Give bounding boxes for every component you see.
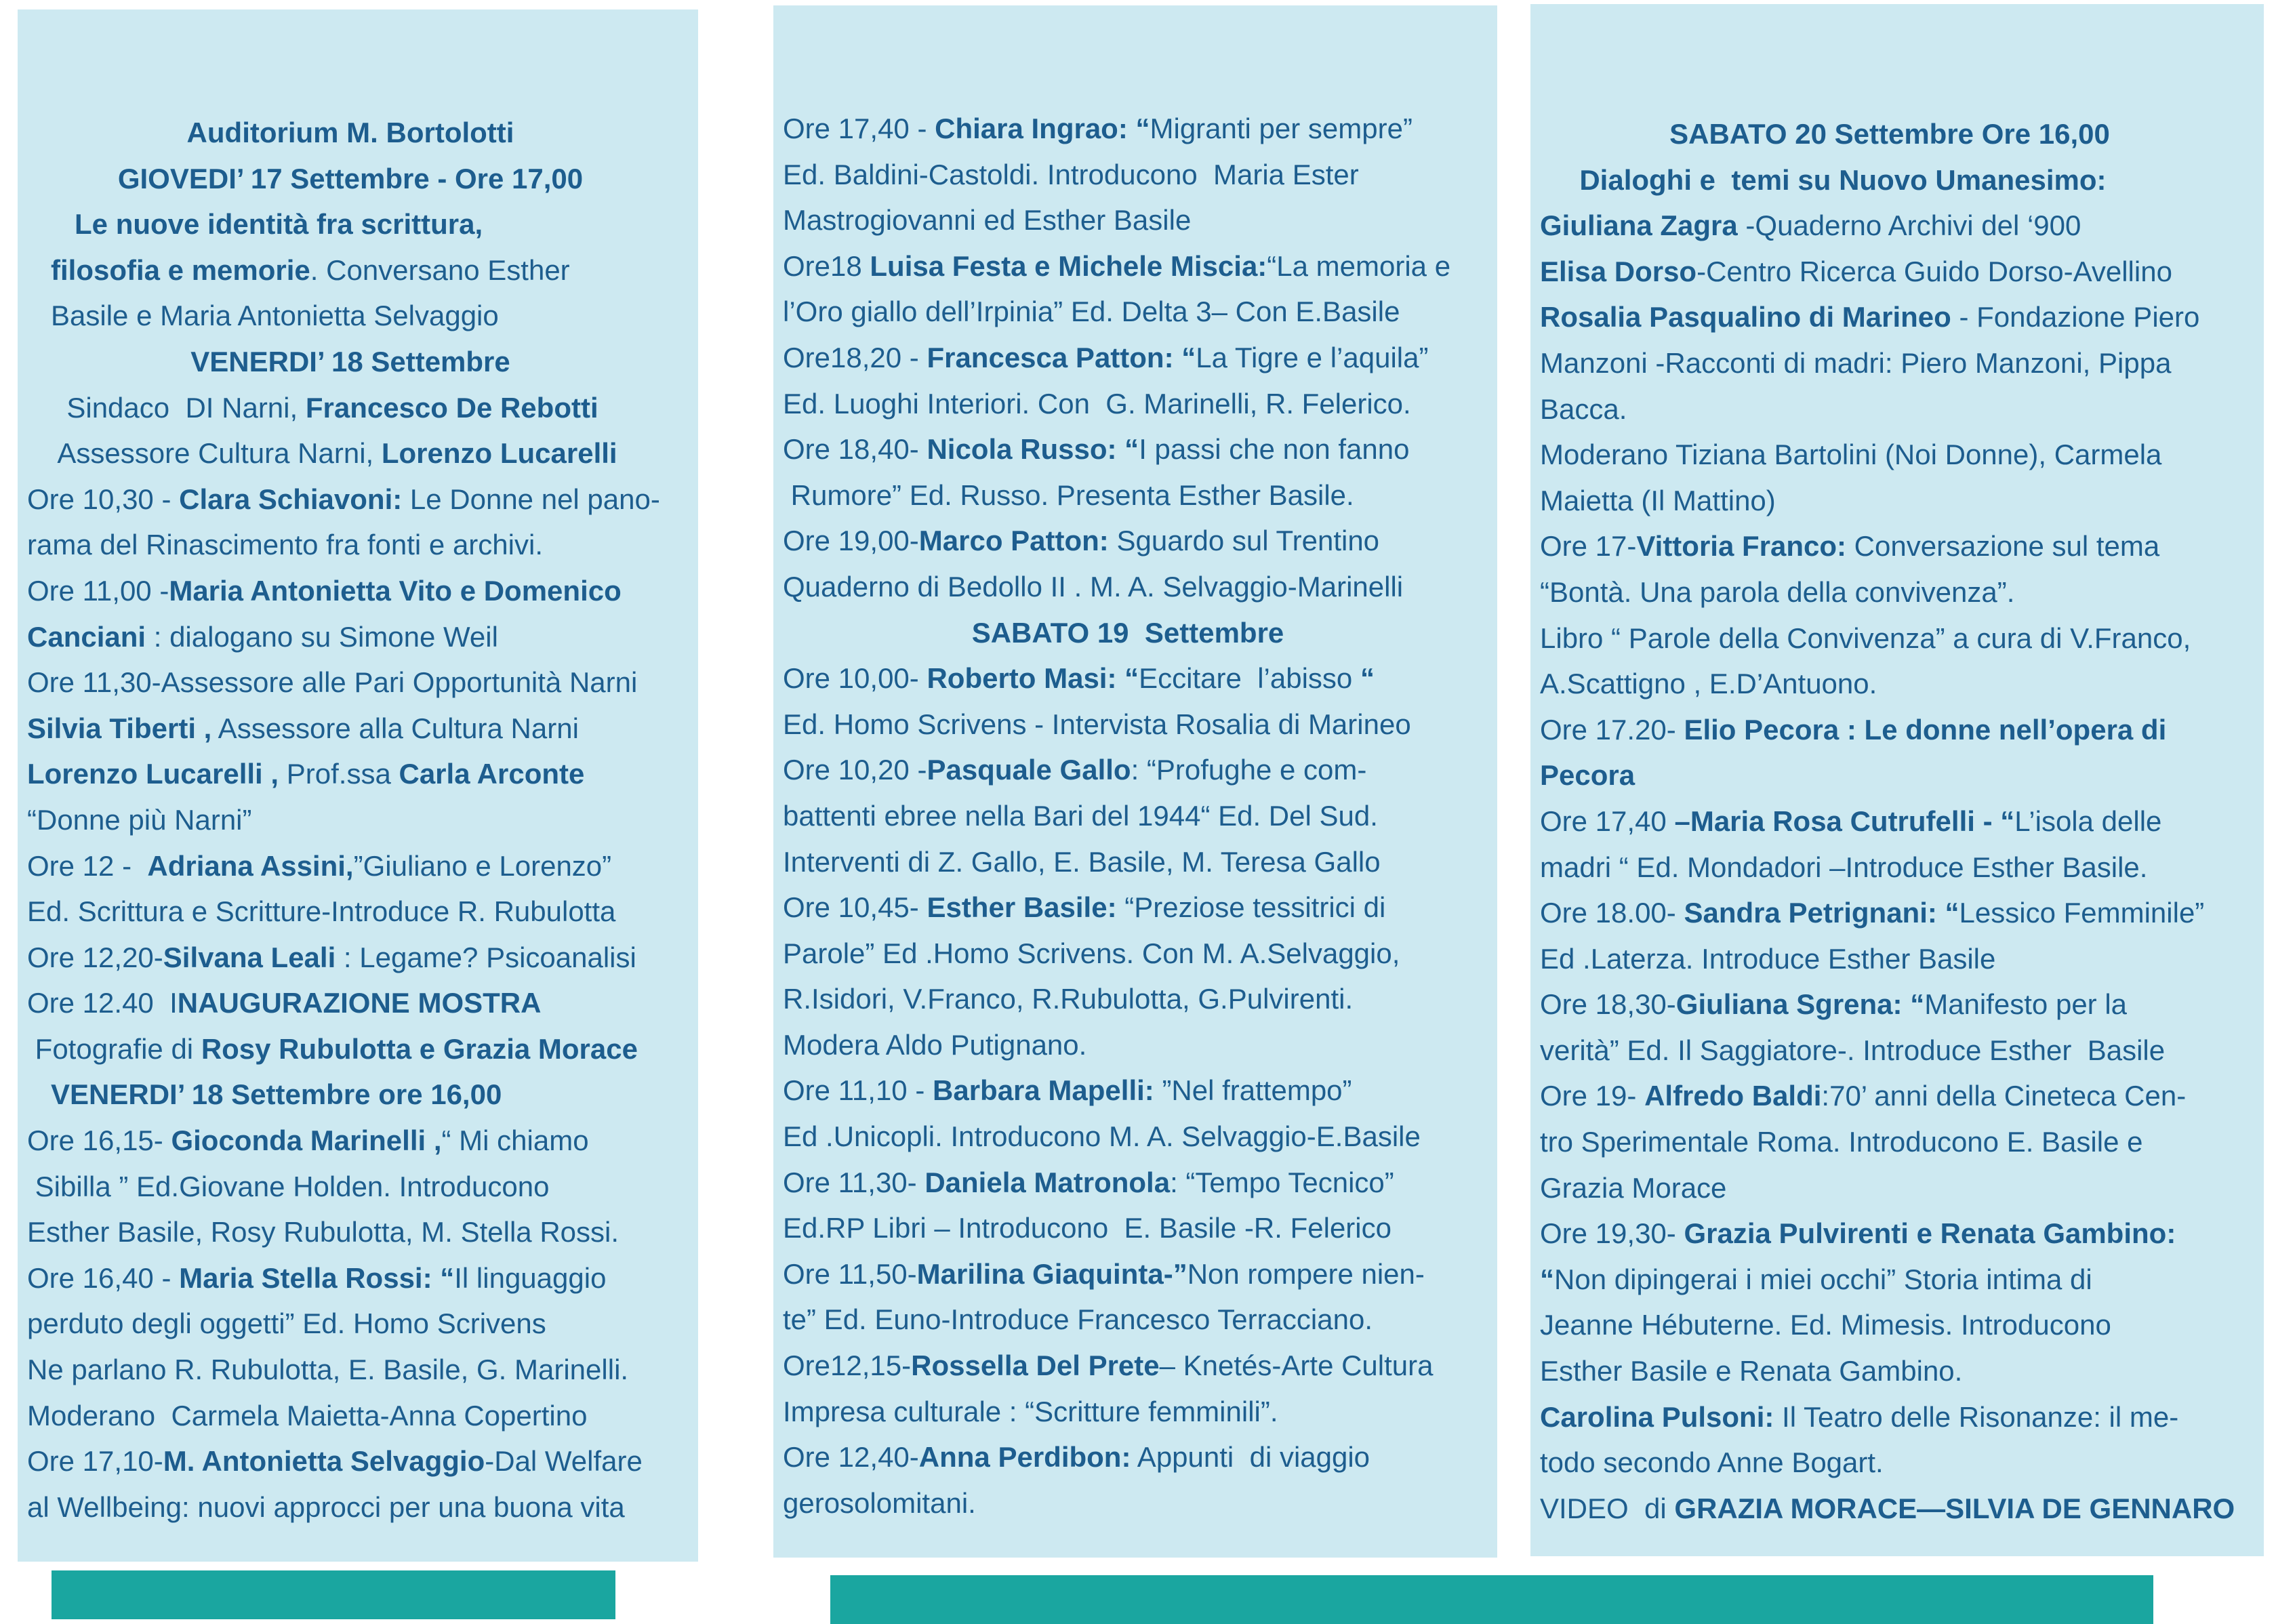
- text: Esther Basile e Renata Gambino.: [1540, 1355, 1963, 1387]
- program-line: [27, 797, 698, 843]
- program-line: [27, 247, 698, 293]
- text: Ore 17.20-: [1540, 713, 1684, 746]
- program-line: [27, 201, 698, 247]
- program-line: [783, 885, 1497, 931]
- program-line: [1540, 1302, 2264, 1348]
- text: – Knetés-Arte Cultura: [1159, 1349, 1434, 1382]
- text: Impresa culturale : “Scritture femminili”.: [783, 1395, 1278, 1427]
- program-line: [783, 564, 1497, 610]
- text: “ Mi chiamo: [441, 1124, 589, 1157]
- program-line: [783, 1343, 1497, 1389]
- text: Ore 11,00 -: [27, 574, 169, 607]
- bold-text: Alfredo Baldi: [1644, 1080, 1822, 1112]
- bold-text: Chiara Ingrao: “: [935, 113, 1150, 144]
- program-line: [27, 659, 698, 706]
- program-line: [1540, 707, 2264, 753]
- bold-text: Giuliana Sgrena: “: [1675, 988, 1925, 1021]
- program-line: [27, 1347, 698, 1393]
- program-line: [27, 156, 698, 202]
- bold-text: Marilina Giaquinta-”: [916, 1257, 1187, 1290]
- program-line: [1540, 1486, 2264, 1532]
- program-line: [783, 747, 1497, 793]
- text: Migranti per sempre”: [1150, 113, 1413, 144]
- bold-text: Rosalia Pasqualino di Marineo: [1540, 301, 1951, 333]
- bold-text: VENERDI’ 18 Settembre: [190, 345, 510, 378]
- text: Fotografie di: [27, 1032, 201, 1065]
- bold-text: SABATO 19 Settembre: [971, 616, 1284, 649]
- text: Ne parlano R. Rubulotta, E. Basile, G. Marinelli.: [27, 1354, 629, 1386]
- program-line: [27, 751, 698, 797]
- text: . Conversano Esther: [310, 253, 570, 286]
- text: al Wellbeing: nuovi approcci per una buona vita: [27, 1490, 625, 1523]
- text: battenti ebree nella Bari del 1944“ Ed. Del Sud.: [783, 799, 1378, 832]
- program-line: [1540, 1394, 2264, 1440]
- bold-text: Francesco De Rebotti: [305, 391, 598, 424]
- text: Ore 11,30-: [783, 1166, 925, 1198]
- text: Ore 19,30-: [1540, 1217, 1684, 1250]
- program-line: [783, 243, 1497, 289]
- program-line: [783, 381, 1497, 427]
- text: Ed. Luoghi Interiori. Con G. Marinelli, R. Felerico.: [783, 387, 1411, 420]
- program-line: [27, 476, 698, 523]
- text: :70’ anni della Cineteca Cen-: [1821, 1080, 2187, 1112]
- program-line: [783, 1068, 1497, 1114]
- bold-text: Vittoria Franco:: [1636, 530, 1846, 563]
- program-line: [1540, 1028, 2264, 1074]
- bold-text: Daniela Matronola: [924, 1166, 1171, 1198]
- text: Parole” Ed .Homo Scrivens. Con M. A.Selvaggio,: [783, 937, 1400, 969]
- text: “La memoria e: [1267, 249, 1451, 282]
- bold-text: Roberto Masi: “: [927, 662, 1139, 695]
- bold-text: Gioconda Marinelli ,: [171, 1124, 442, 1157]
- text: madri “ Ed. Mondadori –Introduce Esther Basile.: [1540, 851, 2148, 883]
- program-line: [783, 1480, 1497, 1526]
- program-line: [783, 610, 1497, 656]
- text: Non dipingerai i miei occhi” Storia intima di: [1554, 1263, 2092, 1295]
- program-line: [27, 843, 698, 889]
- bold-text: Clara Schiavoni:: [179, 483, 403, 515]
- program-line: [27, 980, 698, 1026]
- program-line: [27, 430, 698, 476]
- program-line: [783, 1114, 1497, 1160]
- program-line: [27, 1393, 698, 1439]
- text: Le Donne nel pano-: [402, 483, 660, 515]
- text: Ed. Scrittura e Scritture-Introduce R. Rubulotta: [27, 895, 616, 928]
- program-line: [1540, 1440, 2264, 1486]
- program-line: [783, 1022, 1497, 1068]
- bold-text: Le nuove identità fra scrittura,: [27, 208, 483, 241]
- program-line: [27, 1072, 698, 1118]
- program-line: [783, 1205, 1497, 1251]
- text: Lessico Femminile”: [1959, 897, 2205, 929]
- text: l’Oro giallo dell’Irpinia” Ed. Delta 3– Con E.Basile: [783, 296, 1400, 328]
- program-line: [783, 1160, 1497, 1206]
- bold-text: Esther Basile:: [927, 891, 1117, 924]
- program-line: [1540, 523, 2264, 569]
- bold-text: Barbara Mapelli:: [933, 1074, 1154, 1107]
- text: Il Teatro delle Risonanze: il me-: [1774, 1400, 2179, 1433]
- program-line: [1540, 615, 2264, 662]
- program-line: [27, 568, 698, 614]
- program-line: [27, 889, 698, 935]
- text: Ore 12,20-: [27, 941, 163, 973]
- text: Non rompere nien-: [1187, 1257, 1425, 1290]
- text: Eccitare l’abisso: [1139, 662, 1360, 695]
- text: Manzoni -Racconti di madri: Piero Manzoni, Pippa: [1540, 346, 2172, 379]
- bold-text: Francesca Patton: “: [927, 341, 1196, 373]
- program-line: [783, 1297, 1497, 1343]
- program-line: [1540, 1073, 2264, 1119]
- bold-text: M. Antonietta Selvaggio: [163, 1445, 485, 1478]
- bold-text: Maria Stella Rossi: “: [179, 1261, 455, 1294]
- bold-text: Carolina Pulsoni:: [1540, 1400, 1774, 1433]
- text: Ore 19,00-: [783, 525, 919, 557]
- bold-text: Elio Pecora : Le donne nell’opera di: [1684, 713, 2167, 746]
- program-line: [1540, 1119, 2264, 1165]
- text: Ore 10,45-: [783, 891, 927, 924]
- program-column-3: [1530, 4, 2264, 1556]
- text: Assessore alla Cultura Narni: [211, 712, 579, 744]
- bold-text: “: [1540, 1263, 1554, 1295]
- text: Ed. Homo Scrivens - Intervista Rosalia di Marineo: [783, 708, 1411, 740]
- bold-text: –Maria Rosa Cutrufelli - “: [1674, 805, 2015, 837]
- program-line: [1540, 249, 2264, 295]
- text: Appunti di viaggio: [1131, 1441, 1370, 1474]
- text: “Bontà. Una parola della convivenza”.: [1540, 575, 2015, 608]
- program-line: [1540, 157, 2264, 203]
- program-line: [1540, 1165, 2264, 1211]
- text: Ore 16,15-: [27, 1124, 171, 1157]
- text: Ed. Baldini-Castoldi. Introducono Maria Ester: [783, 158, 1359, 190]
- text: Modera Aldo Putignano.: [783, 1028, 1087, 1061]
- text: Ed .Laterza. Introduce Esther Basile: [1540, 942, 1996, 975]
- program-line: [1540, 1211, 2264, 1257]
- program-line: [27, 1026, 698, 1072]
- bold-text: GRAZIA MORACE—SILVIA DE GENNARO: [1674, 1492, 2235, 1524]
- text: -Quaderno Archivi del ‘900: [1737, 209, 2081, 242]
- program-line: [27, 110, 698, 156]
- text: Ore 19-: [1540, 1080, 1645, 1112]
- program-line: [1540, 386, 2264, 432]
- program-line: [783, 289, 1497, 335]
- bold-text: Carla Arconte: [399, 758, 585, 790]
- text: todo secondo Anne Bogart.: [1540, 1446, 1884, 1479]
- program-line: [783, 472, 1497, 519]
- text: Ore 17,40 -: [783, 113, 935, 144]
- text: te” Ed. Euno-Introduce Francesco Terracciano.: [783, 1303, 1373, 1336]
- program-line: [1540, 432, 2264, 478]
- text: Grazia Morace: [1540, 1171, 1727, 1204]
- program-line: [783, 106, 1497, 152]
- text: Ed .Unicopli. Introducono M. A. Selvaggio-E.Basile: [783, 1120, 1421, 1153]
- program-line: [27, 935, 698, 981]
- bold-text: Auditorium M. Bortolotti: [186, 117, 514, 148]
- program-line: [1540, 981, 2264, 1028]
- bold-text: Rosy Rubulotta e Grazia Morace: [201, 1032, 638, 1065]
- program-line: [783, 335, 1497, 381]
- text: Ore18: [783, 249, 870, 282]
- text: Il linguaggio: [454, 1261, 607, 1294]
- program-line: [27, 1255, 698, 1301]
- program-line: [783, 702, 1497, 748]
- program-line: [1540, 203, 2264, 249]
- bold-text: SABATO 20 Settembre Ore 16,00: [1669, 118, 2110, 150]
- program-line: [27, 1484, 698, 1530]
- text: Ore 11,10 -: [783, 1074, 933, 1107]
- program-line: [783, 1434, 1497, 1480]
- bold-text: Dialoghi e temi su Nuovo Umanesimo:: [1540, 163, 2107, 196]
- text: Ore 18.00-: [1540, 897, 1684, 929]
- bold-text: Nicola Russo: “: [927, 433, 1139, 466]
- footer-bar-left: [52, 1570, 615, 1619]
- text: Prof.ssa: [279, 758, 399, 790]
- program-line: [1540, 798, 2264, 845]
- bold-text: Silvana Leali: [163, 941, 336, 973]
- text: Quaderno di Bedollo II . M. A. Selvaggio-Marinelli: [783, 570, 1404, 603]
- bold-text: Adriana Assini,: [147, 849, 354, 882]
- program-line: [27, 1209, 698, 1255]
- text: Manifesto per la: [1924, 988, 2128, 1021]
- program-line: [27, 385, 698, 431]
- text: Basile e Maria Antonietta Selvaggio: [27, 300, 499, 332]
- bold-text: Luisa Festa e Michele Miscia:: [870, 249, 1267, 282]
- program-line: [27, 1438, 698, 1484]
- text: I passi che non fanno: [1139, 433, 1410, 466]
- text: verità” Ed. Il Saggiatore-. Introduce Esther Basile: [1540, 1034, 2166, 1066]
- program-line: [783, 197, 1497, 243]
- text: “Donne più Narni”: [27, 803, 252, 836]
- program-line: [27, 1164, 698, 1210]
- text: -Centro Ricerca Guido Dorso-Avellino: [1696, 255, 2172, 287]
- bold-text: Lorenzo Lucarelli: [381, 437, 617, 470]
- text: Moderano Tiziana Bartolini (Noi Donne), Carmela: [1540, 439, 2162, 471]
- text: “Preziose tessitrici di: [1116, 891, 1386, 924]
- text: - Fondazione Piero: [1951, 301, 2200, 333]
- text: -Dal Welfare: [485, 1445, 643, 1478]
- bold-text: Rossella Del Prete: [911, 1349, 1160, 1382]
- program-line: [1540, 936, 2264, 982]
- text: perduto degli oggetti” Ed. Homo Scrivens: [27, 1307, 546, 1340]
- program-line: [783, 1389, 1497, 1435]
- bold-text: Lorenzo Lucarelli ,: [27, 758, 279, 790]
- program-line: [1540, 569, 2264, 615]
- text: : “Profughe e com-: [1131, 754, 1367, 786]
- bold-text: NAUGURAZIONE MOSTRA: [177, 987, 542, 1019]
- text: : “Tempo Tecnico”: [1170, 1166, 1394, 1198]
- text: Mastrogiovanni ed Esther Basile: [783, 204, 1192, 237]
- bold-text: GIOVEDI’ 17 Settembre - Ore 17,00: [117, 162, 584, 195]
- bold-text: Pecora: [1540, 759, 1635, 792]
- program-column-2: [773, 5, 1497, 1558]
- program-line: [27, 1301, 698, 1347]
- bold-text: “: [1360, 662, 1375, 695]
- program-line: [1540, 1348, 2264, 1394]
- bold-text: Silvia Tiberti ,: [27, 712, 212, 744]
- text: Ore 12 -: [27, 849, 148, 882]
- text: Ore 10,30 -: [27, 483, 180, 515]
- text: Sibilla ” Ed.Giovane Holden. Introducono: [27, 1170, 550, 1202]
- text: Ore 16,40 -: [27, 1261, 180, 1294]
- bold-text: filosofia e memorie: [27, 253, 310, 286]
- program-line: [1540, 111, 2264, 157]
- program-line: [1540, 845, 2264, 891]
- program-line: [1540, 294, 2264, 340]
- program-column-1: [18, 9, 698, 1562]
- program-line: [27, 614, 698, 660]
- text: Ore12,15-: [783, 1349, 912, 1382]
- program-line: [27, 706, 698, 752]
- program-line: [27, 1118, 698, 1164]
- text: Ore 17,40: [1540, 805, 1675, 837]
- text: ”Nel frattempo”: [1154, 1074, 1352, 1107]
- text: VIDEO di: [1540, 1492, 1675, 1524]
- text: Ore 12.40 I: [27, 987, 178, 1019]
- text: Maietta (Il Mattino): [1540, 484, 1776, 516]
- program-line: [783, 793, 1497, 839]
- program-line: [1540, 890, 2264, 936]
- footer-bar-right: [830, 1575, 2153, 1624]
- program-line: [1540, 1257, 2264, 1303]
- bold-text: Anna Perdibon:: [918, 1441, 1131, 1474]
- text: La Tigre e l’aquila”: [1196, 341, 1429, 373]
- program-line: [1540, 661, 2264, 707]
- program-line: [783, 655, 1497, 702]
- bold-text: Pasquale Gallo: [927, 754, 1131, 786]
- text: Ore 17-: [1540, 530, 1637, 563]
- text: Ore 10,00-: [783, 662, 927, 695]
- text: Moderano Carmela Maietta-Anna Copertino: [27, 1399, 588, 1432]
- program-line: [27, 339, 698, 385]
- text: Libro “ Parole della Convivenza” a cura di V.Franco,: [1540, 622, 2191, 654]
- text: Jeanne Hébuterne. Ed. Mimesis. Introducono: [1540, 1309, 2111, 1341]
- text: rama del Rinascimento fra fonti e archivi.: [27, 529, 543, 561]
- text: Esther Basile, Rosy Rubulotta, M. Stella Rossi.: [27, 1216, 619, 1249]
- text: Interventi di Z. Gallo, E. Basile, M. Teresa Gallo: [783, 845, 1381, 878]
- text: Ore 17,10-: [27, 1445, 163, 1478]
- text: Ore 10,20 -: [783, 754, 927, 786]
- text: gerosolomitani.: [783, 1486, 976, 1519]
- bold-text: Canciani: [27, 620, 146, 653]
- text: Bacca.: [1540, 392, 1627, 425]
- bold-text: Giuliana Zagra: [1540, 209, 1738, 242]
- text: Conversazione sul tema: [1846, 530, 2160, 563]
- program-line: [783, 426, 1497, 472]
- program-line: [27, 293, 698, 339]
- program-line: [1540, 340, 2264, 386]
- program-line: [783, 152, 1497, 198]
- program-line: [783, 1251, 1497, 1297]
- text: tro Sperimentale Roma. Introducono E. Basile e: [1540, 1126, 2143, 1158]
- bold-text: Marco Patton:: [918, 525, 1109, 557]
- text: Ore 12,40-: [783, 1441, 919, 1474]
- bold-text: Elisa Dorso: [1540, 255, 1697, 287]
- program-line: [1540, 752, 2264, 798]
- bold-text: Sandra Petrignani: “: [1684, 897, 1959, 929]
- text: Ore18,20 -: [783, 341, 927, 373]
- text: Ore 18,30-: [1540, 988, 1676, 1021]
- text: Rumore” Ed. Russo. Presenta Esther Basile.: [783, 479, 1354, 511]
- bold-text: Grazia Pulvirenti e Renata Gambino:: [1684, 1217, 2176, 1250]
- text: Assessore Cultura Narni,: [27, 437, 382, 470]
- text: : Legame? Psicoanalisi: [336, 941, 636, 973]
- text: Ore 18,40-: [783, 433, 927, 466]
- program-line: [1540, 478, 2264, 524]
- text: Ore 11,30-Assessore alle Pari Opportunità Narni: [27, 666, 638, 699]
- text: : dialogano su Simone Weil: [146, 620, 498, 653]
- text: Sindaco DI Narni,: [27, 391, 306, 424]
- text: Sguardo sul Trentino: [1108, 525, 1380, 557]
- text: Ed.RP Libri – Introducono E. Basile -R. Felerico: [783, 1212, 1391, 1244]
- program-line: [783, 931, 1497, 977]
- bold-text: Maria Antonietta Vito e Domenico: [169, 574, 622, 607]
- program-line: [783, 976, 1497, 1022]
- text: R.Isidori, V.Franco, R.Rubulotta, G.Pulvirenti.: [783, 983, 1354, 1015]
- text: Ore 11,50-: [783, 1257, 917, 1290]
- program-line: [783, 518, 1497, 564]
- program-line: [783, 839, 1497, 885]
- text: A.Scattigno , E.D’Antuono.: [1540, 668, 1877, 700]
- text: L’isola delle: [2014, 805, 2162, 837]
- bold-text: VENERDI’ 18 Settembre ore 16,00: [27, 1078, 502, 1111]
- text: ”Giuliano e Lorenzo”: [353, 849, 612, 882]
- program-line: [27, 522, 698, 568]
